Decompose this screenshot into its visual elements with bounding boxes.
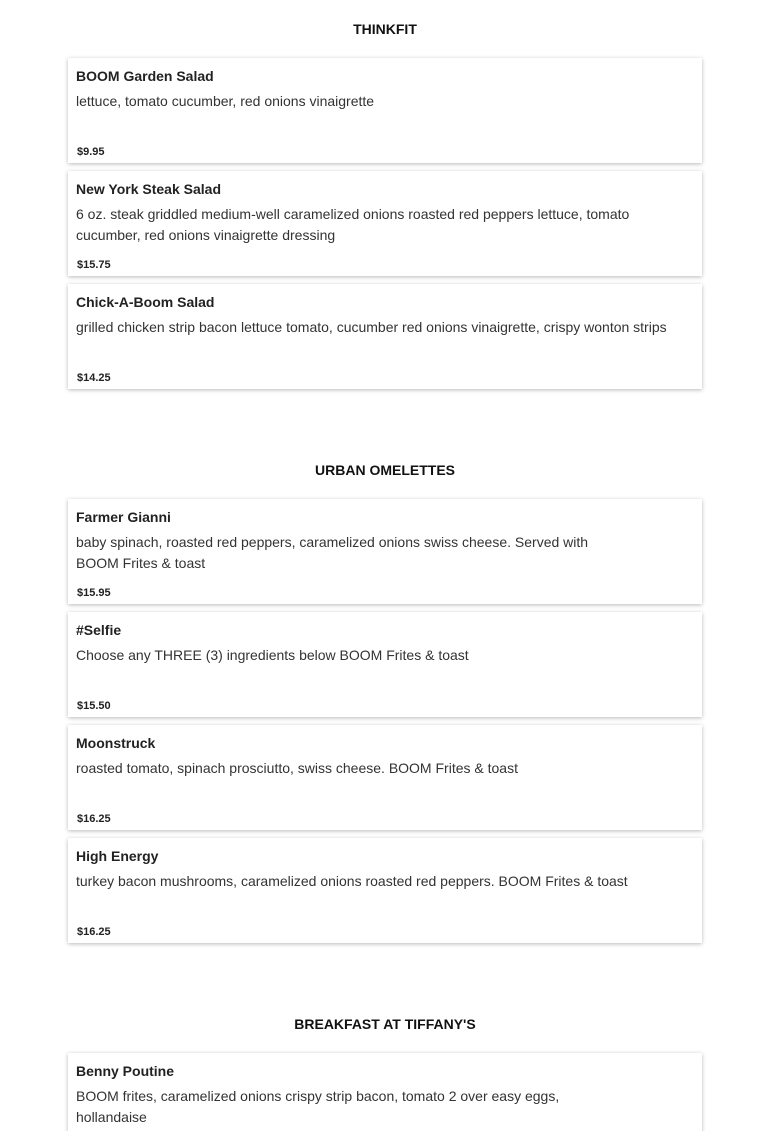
section-thinkfit	[0, 19, 770, 39]
section-title: URBAN OMELETTES	[315, 462, 455, 478]
item-name: Chick-A-Boom Salad	[76, 294, 215, 310]
item-description: BOOM frites, caramelized onions crispy strip bacon, tomato 2 over easy eggs, hollandaise	[76, 1088, 560, 1125]
item-price: $16.25	[77, 926, 111, 938]
menu-item-card[interactable]	[68, 58, 702, 163]
item-description: roasted tomato, spinach prosciutto, swiss cheese. BOOM Frites & toast	[76, 760, 518, 776]
menu-item-card[interactable]	[68, 171, 702, 276]
section-urban-omelettes	[0, 460, 770, 480]
item-name: Moonstruck	[76, 735, 156, 751]
item-name: BOOM Garden Salad	[76, 68, 214, 84]
item-description: baby spinach, roasted red peppers, caramelized onions swiss cheese. Served with BOOM Frites & toast	[76, 534, 589, 571]
item-description: lettuce, tomato cucumber, red onions vinaigrette	[76, 93, 375, 109]
item-name: #Selfie	[76, 622, 122, 638]
item-price: $15.75	[77, 259, 111, 271]
item-name: New York Steak Salad	[76, 181, 221, 197]
section-title: THINKFIT	[353, 21, 417, 37]
item-price: $9.95	[77, 146, 105, 158]
section-title: BREAKFAST AT TIFFANY'S	[294, 1016, 476, 1032]
item-name: Benny Poutine	[76, 1063, 175, 1079]
menu-item-card[interactable]	[68, 838, 702, 943]
item-description: turkey bacon mushrooms, caramelized onions roasted red peppers. BOOM Frites & toast	[76, 873, 628, 889]
menu-item-card[interactable]	[68, 1053, 702, 1131]
item-price: $15.95	[77, 587, 111, 599]
item-name: High Energy	[76, 848, 159, 864]
item-name: Farmer Gianni	[76, 509, 171, 525]
menu-item-card[interactable]	[68, 612, 702, 717]
item-description: Choose any THREE (3) ingredients below BOOM Frites & toast	[76, 647, 469, 663]
item-price: $14.25	[77, 372, 111, 384]
section-breakfast-at-tiffanys	[0, 1014, 770, 1034]
menu-item-card[interactable]	[68, 725, 702, 830]
item-price: $16.25	[77, 813, 111, 825]
item-price: $15.50	[77, 700, 111, 712]
menu-item-card[interactable]	[68, 284, 702, 389]
item-description: 6 oz. steak griddled medium-well caramelized onions roasted red peppers lettuce, tomato cucumber, red onions vinaigrette dressing	[76, 206, 630, 243]
item-description: grilled chicken strip bacon lettuce tomato, cucumber red onions vinaigrette, crispy wonton strips	[76, 319, 667, 335]
menu-item-card[interactable]	[68, 499, 702, 604]
